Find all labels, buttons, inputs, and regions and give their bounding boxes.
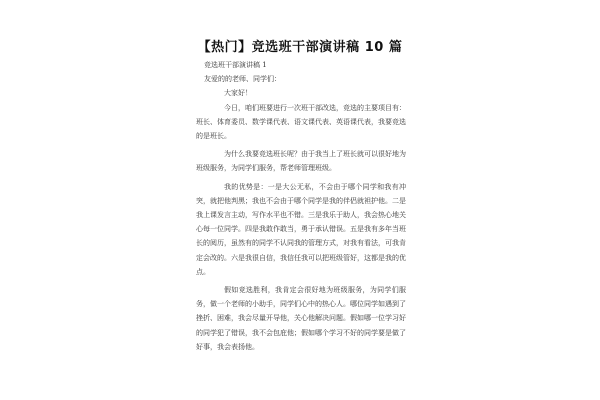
paragraph-2: 为什么我要竞选班长呢？由于我当上了班长就可以很好地为班级服务，为同学们服务，帮老师管理班级。 (196, 150, 406, 173)
paragraph-1: 今日，咱们班要进行一次班干部改选，竞选的主要项目有：班长、体育委员、数学课代表、语文课代表、英语课代表，我要竞选的是班长。 (196, 103, 406, 141)
greeting: 友爱的的老师、同学们： (204, 75, 281, 84)
speech-subtitle: 竞选班干部演讲稿 1 (204, 61, 267, 69)
hello-line: 大家好！ (224, 89, 252, 98)
paragraph-3: 我的优势是：一是大公无私，不会由于哪个同学和我有冲突，就把他判黑；我也不会由于哪个同学是我的伴侣就袒护他。二是我上课发言主动，写作水平也不错。三是我乐于助人，我会热心地关心每一位同学。四是我敢作敢当，勇于承认错误。五是我有多年当班长的阅历，虽然有的同学不认同我的管理方式，对我有看法，可我肯定会改的。六是我很自信，我信任我可以把班级管好，这都是我的优点。 (196, 182, 406, 276)
document-body (196, 58, 406, 354)
document-title: 【热门】竞选班干部演讲稿 10 篇 (197, 40, 403, 55)
paragraph-4: 假如竞选胜利，我肯定会很好地为班级服务，为同学们服务，做一个老师的小助手，同学们心中的热心人。哪位同学如遇到了挫折、困难，我会尽量开导他，关心他解决问题。假如哪一位学习好的同学犯了错误，我不会包庇他；假如哪个学习不好的同学要是做了好事，我会表扬他。 (196, 286, 406, 351)
